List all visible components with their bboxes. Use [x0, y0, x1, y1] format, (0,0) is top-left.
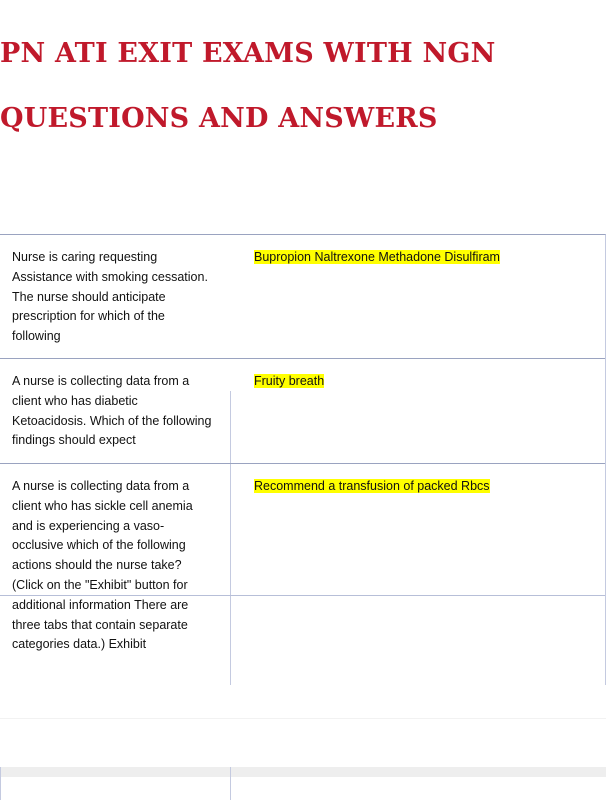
question-line: findings should expect [12, 433, 136, 448]
document-title-line-2: QUESTIONS AND ANSWERS [0, 103, 438, 134]
question-line: (Click on the "Exhibit" button for [12, 577, 188, 592]
highlighted-answer: Recommend a transfusion of packed Rbcs [254, 479, 490, 493]
question-cell [12, 248, 217, 347]
highlighted-answer: Fruity breath [254, 374, 325, 388]
column-divider [230, 464, 231, 685]
question-cell [12, 372, 217, 451]
page-break-line [0, 595, 605, 596]
question-line: A nurse is collecting data from a [12, 479, 190, 493]
qa-row [0, 235, 605, 359]
table-border [0, 767, 1, 800]
question-line: three tabs that contain separate [12, 617, 188, 632]
question-line: The nurse should anticipate [12, 289, 166, 304]
question-line: Assistance with smoking cessation. [12, 269, 208, 284]
question-line: client who has diabetic [12, 393, 138, 408]
highlighted-answer: Bupropion Naltrexone Methadone Disulfiram [254, 250, 500, 264]
question-line: Ketoacidosis. Which of the following [12, 413, 212, 428]
answer-cell [254, 477, 594, 497]
question-line: following [12, 329, 61, 344]
question-line: and is experiencing a vaso- [12, 518, 165, 533]
qa-table [0, 234, 606, 685]
column-divider [230, 767, 231, 800]
document-title-line-1: PN ATI EXIT EXAMS WITH NGN [0, 38, 496, 69]
question-line: occlusive which of the following [12, 538, 186, 553]
qa-row [0, 359, 605, 464]
page-separator [0, 718, 606, 719]
qa-row [0, 464, 605, 685]
question-cell [12, 477, 217, 655]
question-line: categories data.) Exhibit [12, 637, 147, 652]
question-line: additional information There are [12, 597, 189, 612]
question-line: Nurse is caring requesting [12, 250, 158, 264]
question-line: A nurse is collecting data from a [12, 374, 190, 388]
answer-cell [254, 248, 594, 268]
answer-cell [254, 372, 594, 392]
question-line: prescription for which of the [12, 309, 165, 324]
question-line: actions should the nurse take? [12, 558, 182, 573]
next-page-table-header [0, 767, 606, 777]
column-divider [230, 391, 231, 463]
question-line: client who has sickle cell anemia [12, 498, 193, 513]
